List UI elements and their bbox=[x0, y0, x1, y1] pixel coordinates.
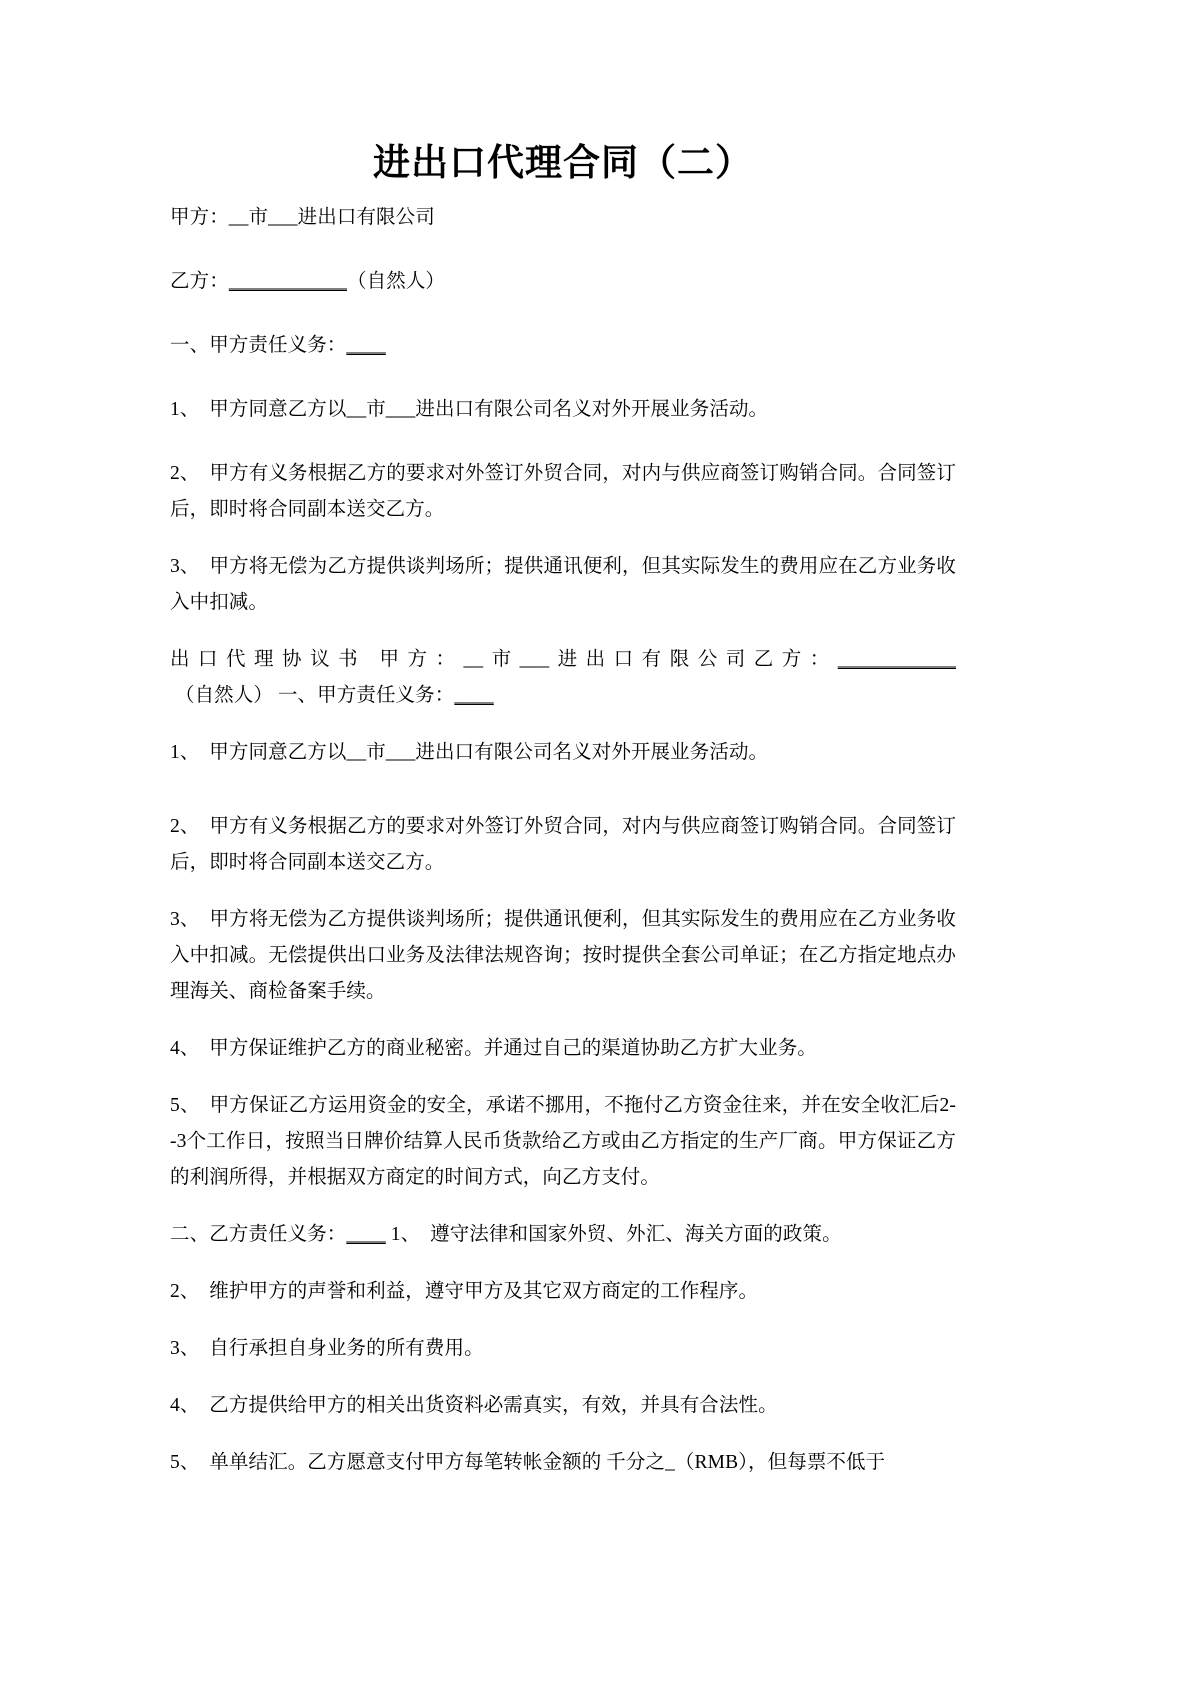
clause-a-1: 1、 甲方同意乙方以__市___进出口有限公司名义对外开展业务活动。 bbox=[170, 399, 769, 421]
section-two-label: 二、乙方责任义务： bbox=[170, 1224, 347, 1246]
clause-a-2: 2、 甲方有义务根据乙方的要求对外签订外贸合同，对内与供应商签订购销合同。合同签订后，即时将合同副本送交乙方。 bbox=[170, 463, 956, 521]
party-a-line: 甲方：__市___进出口有限公司 bbox=[170, 207, 435, 229]
spacer bbox=[170, 1367, 956, 1388]
agreement-header-blank-2: ____ bbox=[454, 685, 494, 707]
clause-a-3: 3、 甲方将无偿为乙方提供谈判场所；提供通讯便利，但其实际发生的费用应在乙方业务收入中扣减。 bbox=[170, 556, 956, 614]
clause-c-2: 2、 维护甲方的声誉和利益，遵守甲方及其它双方商定的工作程序。 bbox=[170, 1281, 759, 1303]
page-title: 进出口代理合同（二） bbox=[373, 143, 753, 184]
section-two-heading bbox=[170, 1217, 956, 1253]
clause-b-3: 3、 甲方将无偿为乙方提供谈判场所；提供通讯便利，但其实际发生的费用应在乙方业务收入中扣减。无偿提供出口业务及法律法规咨询；按时提供全套公司单证；在乙方指定地点办理海关、商检备案手续。 bbox=[170, 909, 956, 1003]
section-one-heading bbox=[170, 328, 956, 364]
spacer bbox=[170, 364, 956, 392]
clause-b-1: 1、 甲方同意乙方以__市___进出口有限公司名义对外开展业务活动。 bbox=[170, 742, 769, 764]
party-b-blank: ____________ bbox=[228, 271, 348, 293]
spacer bbox=[170, 236, 956, 264]
spacer bbox=[170, 428, 956, 456]
spacer bbox=[170, 1196, 956, 1217]
party-b-label: 乙方： bbox=[170, 271, 229, 293]
spacer bbox=[170, 1253, 956, 1274]
spacer bbox=[170, 1010, 956, 1031]
agreement-header-text-1: 出口代理协议书 甲方：__市___进出口有限公司乙方： bbox=[170, 649, 838, 671]
spacer bbox=[170, 771, 956, 809]
spacer bbox=[170, 881, 956, 902]
agreement-header-line bbox=[170, 642, 956, 714]
agreement-header-text-2: （自然人） 一、甲方责任义务： bbox=[170, 685, 455, 707]
section-two-blank: ____ bbox=[346, 1224, 386, 1246]
spacer bbox=[170, 1310, 956, 1331]
spacer bbox=[170, 621, 956, 642]
agreement-header-blank-1: ____________ bbox=[837, 649, 956, 671]
spacer bbox=[170, 528, 956, 549]
party-b-line bbox=[170, 264, 956, 300]
clause-c-4: 4、 乙方提供给甲方的相关出货资料必需真实，有效，并具有合法性。 bbox=[170, 1395, 778, 1417]
spacer bbox=[170, 300, 956, 328]
section-one-label: 一、甲方责任义务： bbox=[170, 335, 347, 357]
section-one-blank: ____ bbox=[346, 335, 386, 357]
party-b-suffix: （自然人） bbox=[347, 271, 446, 293]
spacer bbox=[170, 1424, 956, 1445]
document-content bbox=[170, 0, 956, 1481]
spacer bbox=[170, 714, 956, 735]
clause-b-4: 4、 甲方保证维护乙方的商业秘密。并通过自己的渠道协助乙方扩大业务。 bbox=[170, 1038, 817, 1060]
clause-b-2: 2、 甲方有义务根据乙方的要求对外签订外贸合同，对内与供应商签订购销合同。合同签订后，即时将合同副本送交乙方。 bbox=[170, 816, 956, 874]
section-two-suffix: 1、 遵守法律和国家外贸、外汇、海关方面的政策。 bbox=[385, 1224, 842, 1246]
clause-c-3: 3、 自行承担自身业务的所有费用。 bbox=[170, 1338, 484, 1360]
clause-b-5: 5、 甲方保证乙方运用资金的安全，承诺不挪用，不拖付乙方资金往来，并在安全收汇后2--3个工作日，按照当日牌价结算人民币货款给乙方或由乙方指定的生产厂商。甲方保证乙方的利润所得，并根据双方商定的时间方式，向乙方支付。 bbox=[170, 1095, 956, 1189]
spacer bbox=[170, 1067, 956, 1088]
clause-c-5: 5、 单单结汇。乙方愿意支付甲方每笔转帐金额的 千分之_（RMB），但每票不低于 bbox=[170, 1452, 886, 1474]
